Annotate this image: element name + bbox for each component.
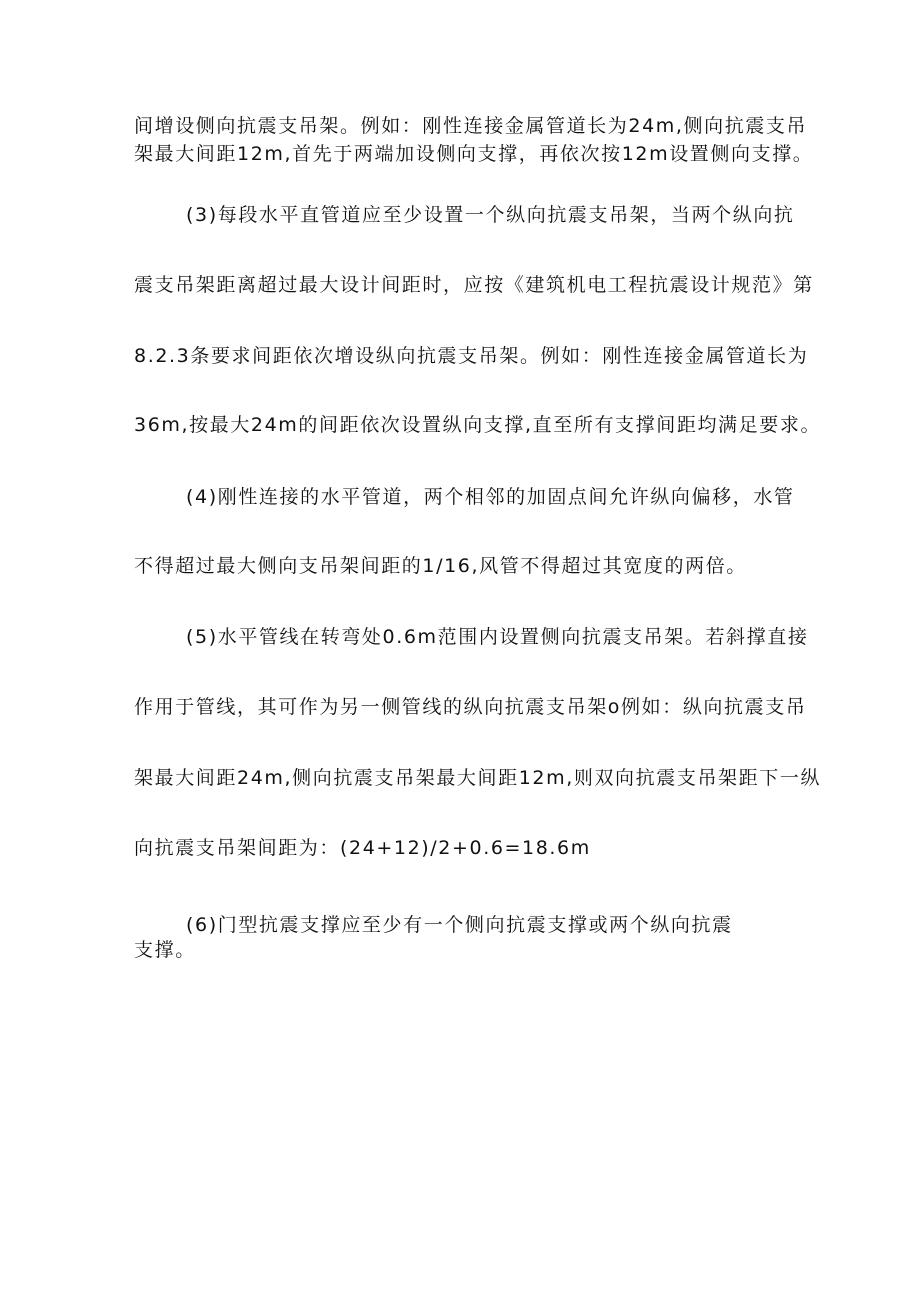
paragraph-3-line-3: 8.2.3条要求间距依次增设纵向抗震支吊架。例如：刚性连接金属管道长为 bbox=[134, 345, 809, 367]
paragraph-3-line-4: 36m,按最大24m的间距依次设置纵向支撑,直至所有支撑间距均满足要求。 bbox=[134, 414, 822, 436]
paragraph-5-line-4: 向抗震支吊架间距为：(24+12)/2+0.6=18.6m bbox=[134, 837, 591, 859]
paragraph-6-line-2: 支撑。 bbox=[134, 939, 196, 961]
paragraph-2-line-2: 架最大间距12m,首先于两端加设侧向支撑，再依次按12m设置侧向支撑。 bbox=[134, 143, 814, 165]
paragraph-3-line-1: (3)每段水平直管道应至少设置一个纵向抗震支吊架，当两个纵向抗 bbox=[186, 204, 795, 226]
paragraph-3-line-2: 震支吊架距离超过最大设计间距时，应按《建筑机电工程抗震设计规范》第 bbox=[134, 274, 814, 296]
paragraph-5-line-1: (5)水平管线在转弯处0.6m范围内设置侧向抗震支吊架。若斜撑直接 bbox=[186, 626, 809, 648]
paragraph-2-line-1: 间增设侧向抗震支吊架。例如：刚性连接金属管道长为24m,侧向抗震支吊 bbox=[134, 115, 808, 137]
paragraph-5-line-2: 作用于管线，其可作为另一侧管线的纵向抗震支吊架o例如：纵向抗震支吊 bbox=[134, 696, 807, 718]
paragraph-4-line-1: (4)刚性连接的水平管道，两个相邻的加固点间允许纵向偏移，水管 bbox=[186, 486, 795, 508]
paragraph-5-line-3: 架最大间距24m,侧向抗震支吊架最大间距12m,则双向抗震支吊架距下一纵 bbox=[134, 767, 822, 789]
paragraph-6-line-1: (6)门型抗震支撑应至少有一个侧向抗震支撑或两个纵向抗震 bbox=[186, 914, 733, 936]
paragraph-4-line-2: 不得超过最大侧向支吊架间距的1/16,风管不得超过其宽度的两倍。 bbox=[134, 555, 747, 577]
